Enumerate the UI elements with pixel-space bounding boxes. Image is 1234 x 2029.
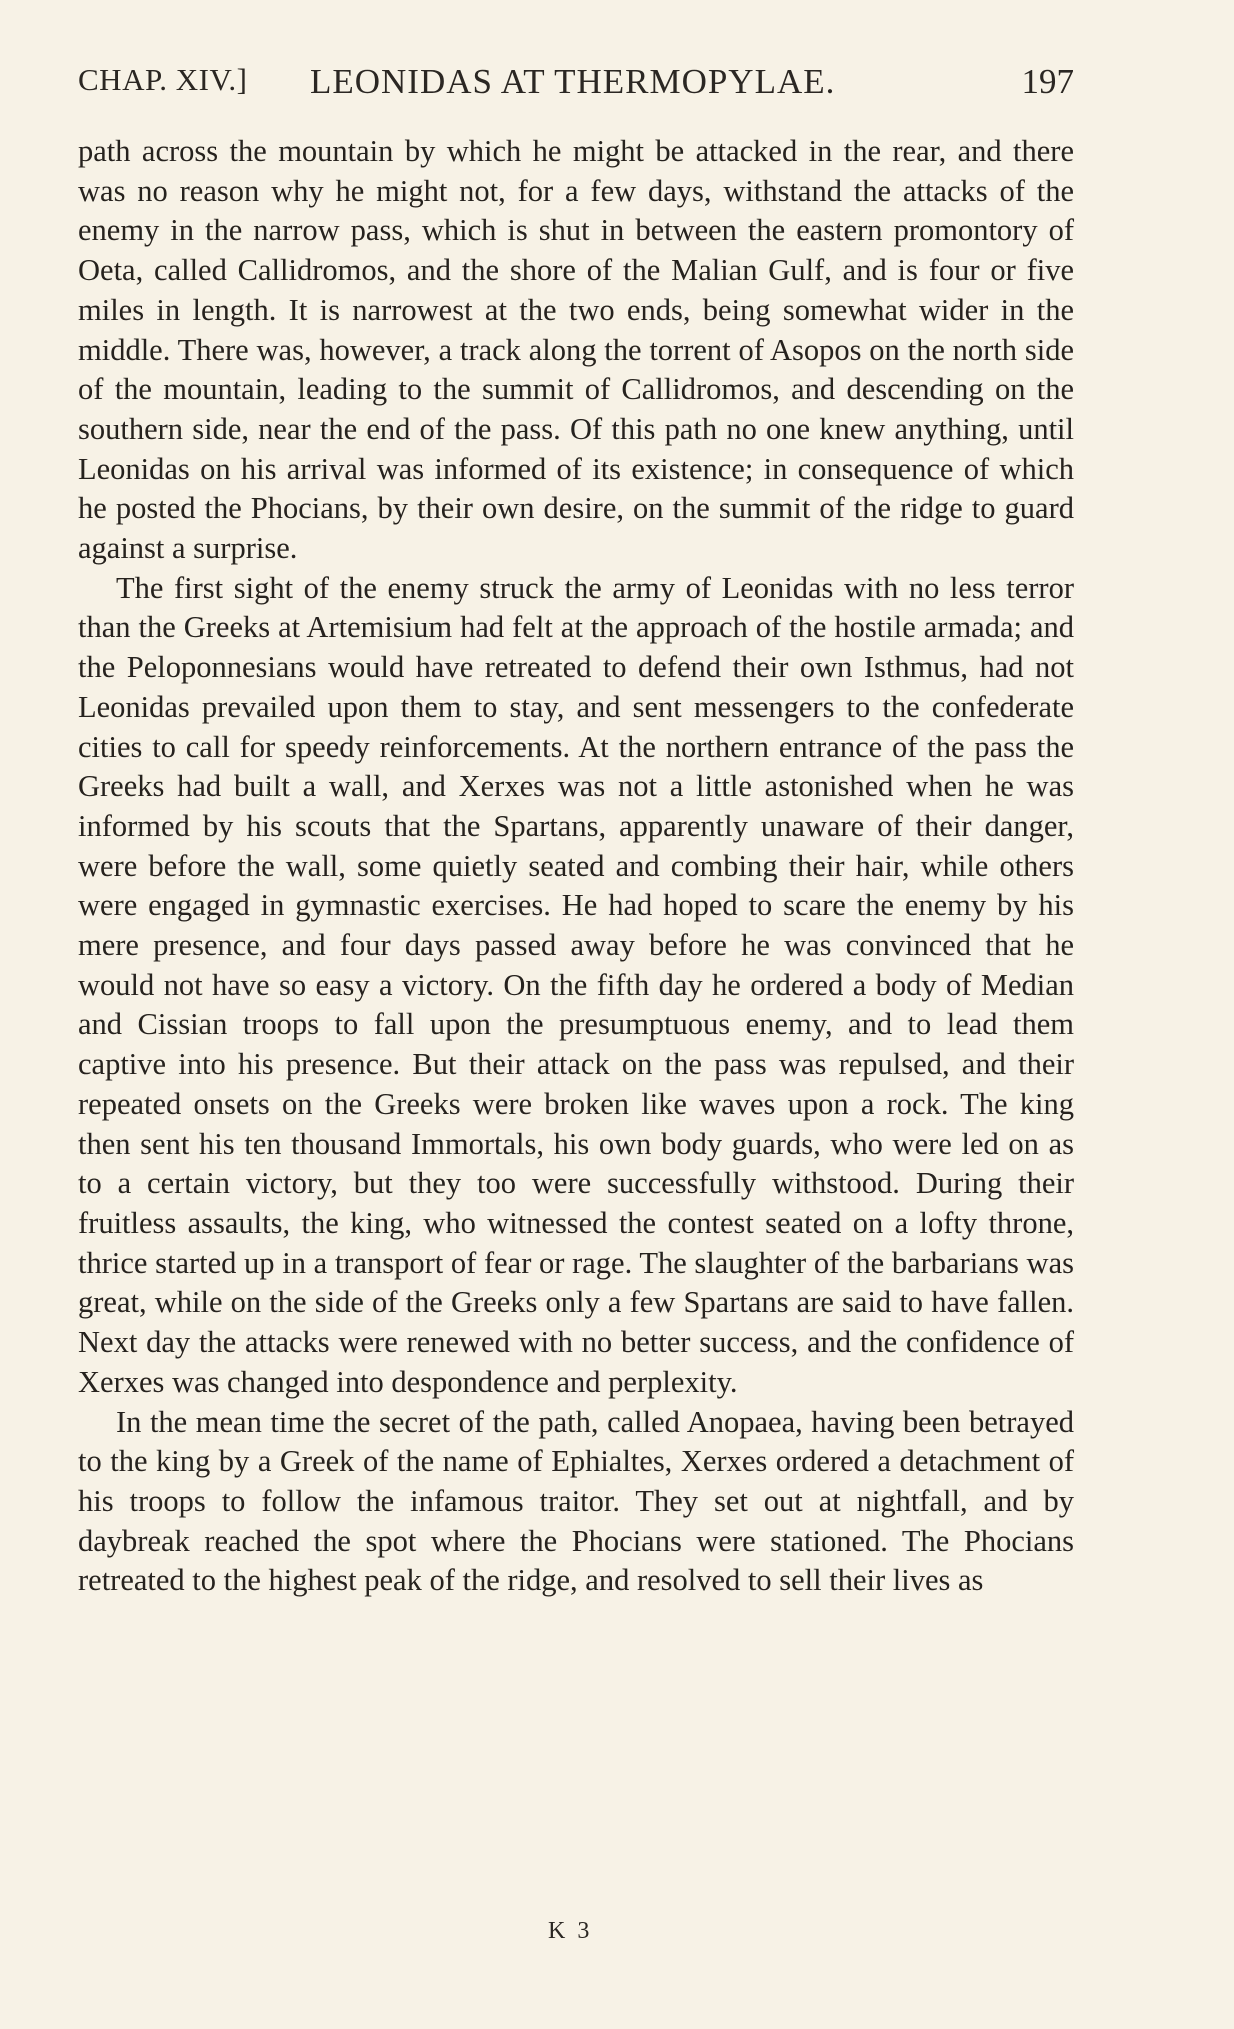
signature-mark: K 3 [548,1918,593,1944]
paragraph-2: The first sight of the enemy struck the army of Leonidas with no less terror than the Greeks at Artemisium had felt at the approach of the hostile armada; and the Peloponnesians would have retreated to defend their own Isthmus, had not Leonidas prevailed upon them to stay, and sent messengers to the confederate cities to call for speedy reinforcements. At the northern entrance of the pass the Greeks had built a wall, and Xerxes was not a little astonished when he was informed by his scouts that the Spartans, apparently unaware of their danger, were before the wall, some quietly seated and combing their hair, while others were engaged in gymnastic exercises. He had hoped to scare the enemy by his mere presence, and four days passed away before he was convinced that he would not have so easy a victory. On the fifth day he ordered a body of Median and Cissian troops to fall upon the presumptuous enemy, and to lead them captive into his presence. But their attack on the pass was repulsed, and their repeated onsets on the Greeks were broken like waves upon a rock. The king then sent his ten thousand Immortals, his own body guards, who were led on as to a certain victory, but they too were successfully withstood. During their fruitless assaults, the king, who witnessed the contest seated on a lofty throne, thrice started up in a transport of fear or rage. The slaughter of the barbarians was great, while on the side of the Greeks only a few Spartans are said to have fallen. Next day the attacks were renewed with no better success, and the confidence of Xerxes was changed into despondence and perplexity. [78,570,1074,1399]
body-text [78,132,1074,1601]
page-number: 197 [1021,62,1074,101]
running-header [78,62,1074,112]
paragraph-3: In the mean time the secret of the path, called Anopaea, having been betrayed to the king by a Greek of the name of Ephialtes, Xerxes ordered a detachment of his troops to follow the infamous traitor. They set out at nightfall, and by daybreak reached the spot where the Phocians were stationed. The Phocians retreated to the highest peak of the ridge, and resolved to sell their lives as [78,1404,1074,1598]
paragraph-1: path across the mountain by which he might be attacked in the rear, and there was no reason why he might not, for a few days, withstand the attacks of the enemy in the narrow pass, which is shut in between the eastern promontory of Oeta, called Callidromos, and the shore of the Malian Gulf, and is four or five miles in length. It is narrowest at the two ends, being somewhat wider in the middle. There was, however, a track along the torrent of Asopos on the north side of the mountain, leading to the summit of Callidromos, and descending on the southern side, near the end of the pass. Of this path no one knew anything, until Leonidas on his arrival was informed of its existence; in consequence of which he posted the Phocians, by their own desire, on the summit of the ridge to guard against a surprise. [78,134,1074,566]
chapter-label: CHAP. XIV.] [78,62,248,97]
running-title: LEONIDAS AT THERMOPYLAE. [310,62,836,101]
